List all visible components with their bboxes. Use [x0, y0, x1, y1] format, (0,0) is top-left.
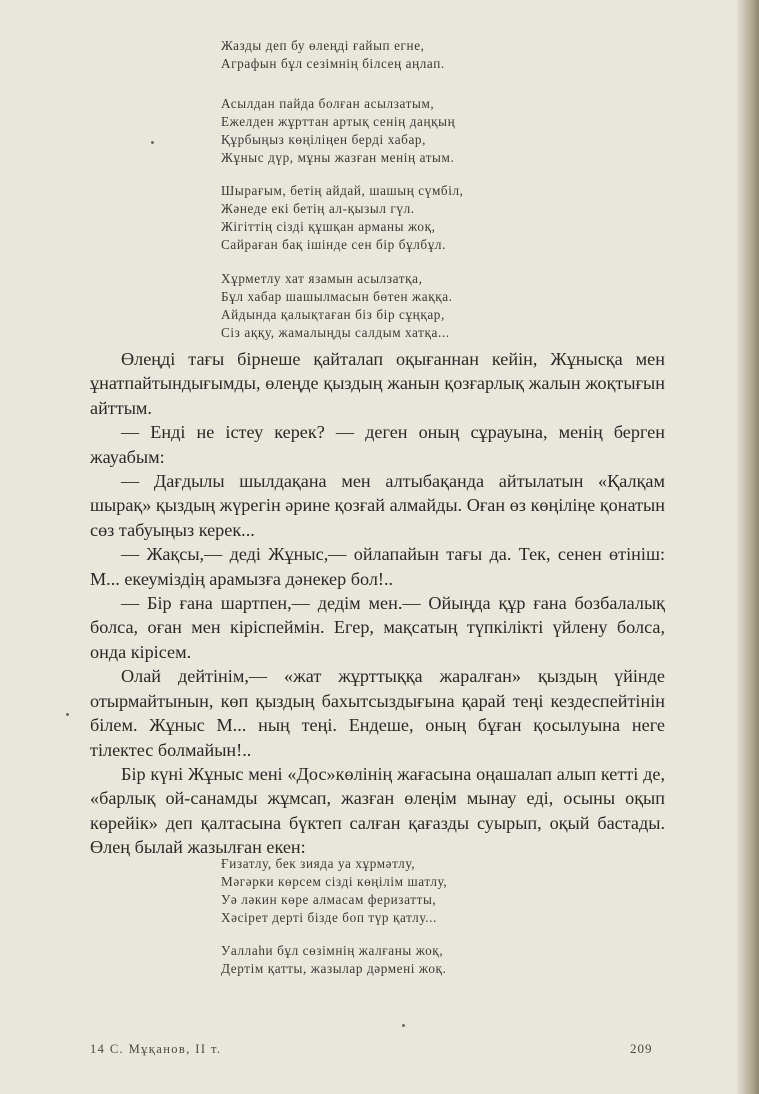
- verse-line: Хұрметлу хат язамын асылзатқа,: [221, 271, 423, 286]
- verse-line: Уә ләкин көре алмасам феризатты,: [221, 892, 437, 907]
- page-number: 209: [630, 1041, 653, 1056]
- verse-line: Ғизатлу, бек зияда уа хұрмәтлу,: [221, 856, 416, 871]
- prose-body: [90, 347, 665, 860]
- verse-line: Жұныс дүр, мұны жазған менің атым.: [221, 150, 455, 165]
- paper-speck: [402, 1024, 405, 1027]
- verse-line: Бұл хабар шашылмасын бөтен жаққа.: [221, 289, 453, 304]
- verse-line: Аграфын бұл сезімнің білсең аңлап.: [221, 56, 445, 71]
- paragraph: — Дағдылы шылдақана мен алтыбақанда айтылатын «Қалқам шырақ» қыздың жүрегін әрине қозғай алмайды. Оған өз көңіліңе қонатын сөз табуыңыз керек...: [90, 471, 665, 540]
- paper-speck: [66, 713, 69, 716]
- verse-line: Ежелден жұрттан артық сенің даңқың: [221, 114, 456, 129]
- paragraph: — Енді не істеу керек? — деген оның сұрауына, менің берген жауабым:: [90, 422, 665, 467]
- poem-stanza: [221, 855, 447, 927]
- verse-line: Шырағым, бетің айдай, шашың сүмбіл,: [221, 183, 464, 198]
- verse-line: Құрбыңыз көңіліңен берді хабар,: [221, 132, 427, 147]
- paragraph: Бір күні Жұныс мені «Дос»көлінің жағасына оңашалап алып кетті де, «барлық ой-санамды жұмсап, жазған өлеңім мынау еді, осыны оқып көрейік» деп қалтасына бүктеп салған қағазды суырып, оқый бастады. Өлең былай жазылған екен:: [90, 763, 665, 858]
- verse-line: Асылдан пайда болған асылзатым,: [221, 96, 435, 111]
- poem-stanza: [221, 942, 446, 978]
- paper-speck: [151, 141, 154, 144]
- printer-signature: 14 С. Мұқанов, II т.: [90, 1042, 222, 1056]
- verse-line: Айдында қалықтаған біз бір сұңқар,: [221, 307, 445, 322]
- verse-line: Уаллаһи бұл сөзімнің жалғаны жоқ,: [221, 943, 444, 958]
- poem-stanza: [221, 182, 464, 254]
- poem-stanza: [221, 95, 455, 167]
- poem-stanza: [221, 270, 453, 342]
- verse-line: Хәсірет дерті бізде боп түр қатлу...: [221, 910, 437, 925]
- verse-line: Мәгәрки көрсем сізді көңілім шатлу,: [221, 874, 448, 889]
- verse-line: Жазды деп бу өлеңді ғайып егне,: [221, 38, 425, 53]
- page-edge-shadow: [737, 0, 759, 1094]
- paragraph: Өлеңді тағы бірнеше қайталап оқығаннан кейін, Жұнысқа мен ұнатпайтындығымды, өлеңде қыздың жанын қозғарлық жалын жоқтығын айттым.: [90, 349, 665, 418]
- paragraph: — Бір ғана шартпен,— дедім мен.— Ойыңда құр ғана бозбалалық болса, оған мен кіріспеймін. Егер, мақсатың түпкілікті үйлену болса, онда кірісем.: [90, 593, 665, 662]
- paragraph: — Жақсы,— деді Жұныс,— ойлапайын тағы да. Тек, сенен өтініш: М... екеуміздің арамызға дәнекер бол!..: [90, 544, 665, 589]
- verse-line: Сіз аққу, жамалыңды салдым хатқа...: [221, 325, 450, 340]
- verse-line: Жігіттің сізді құшқан арманы жоқ,: [221, 219, 436, 234]
- verse-line: Дертім қатты, жазылар дәрмені жоқ.: [221, 961, 447, 976]
- paragraph: Олай дейтінім,— «жат жұрттыққа жаралған» қыздың үйінде отырмайтынын, көп қыздың бахытсыздығына қарай теңі кездеспейтінін білем. Жұныс М... ның теңі. Ендеше, оның бұған қосылуына неге тілектес болмайын!..: [90, 666, 665, 760]
- verse-line: Жәнеде екі бетің ал-қызыл гүл.: [221, 201, 415, 216]
- poem-stanza: [221, 37, 445, 73]
- verse-line: Сайраған бақ ішінде сен бір бұлбұл.: [221, 237, 446, 252]
